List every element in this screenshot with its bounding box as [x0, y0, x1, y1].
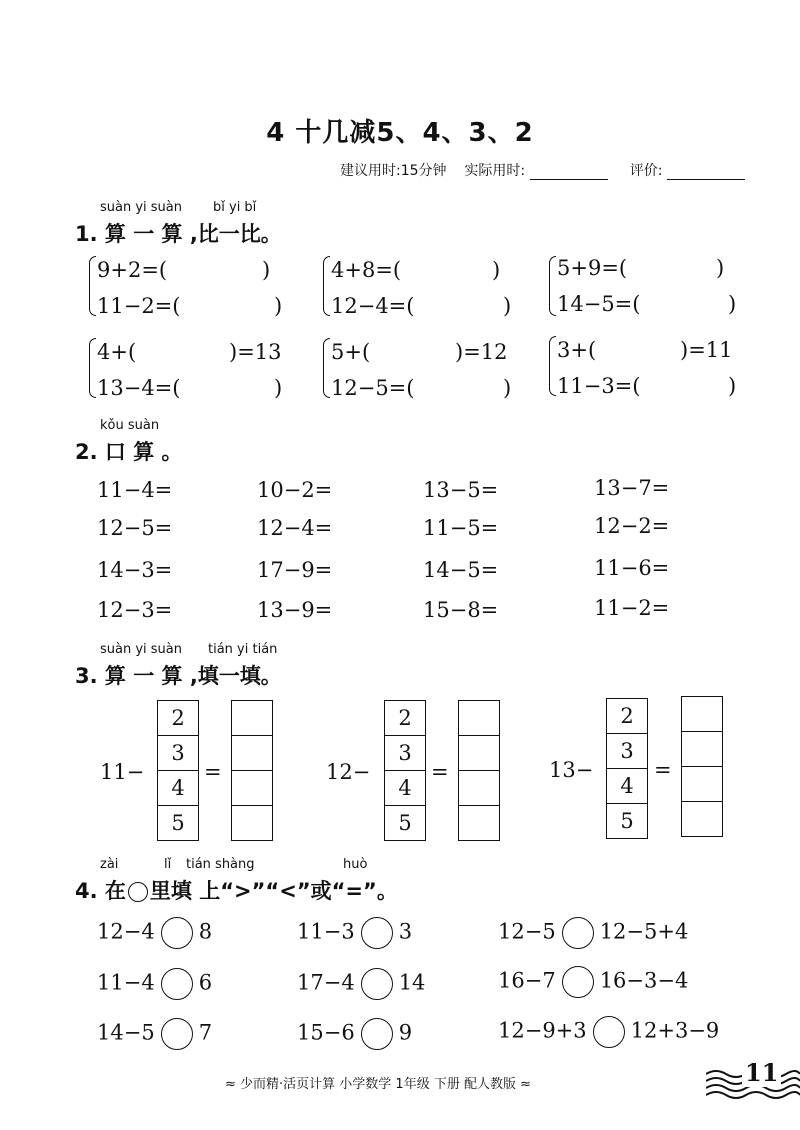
subtrahend-cell: 4 [158, 771, 198, 806]
oral-problem: 13−9= [257, 598, 333, 622]
compare-item [297, 1018, 412, 1050]
subtrahend-cell: 4 [385, 771, 425, 806]
eq-right: ) [716, 256, 725, 280]
equals-sign: = [654, 758, 672, 782]
oral-problem: 12−4= [257, 516, 333, 540]
compare-left: 12−9+3 [498, 1018, 587, 1043]
answer-column[interactable] [231, 700, 273, 841]
q3-pinyin-2: tián yi tián [208, 642, 278, 657]
subtrahend-cell: 5 [620, 809, 634, 833]
eq-left: 11−3=( [557, 374, 641, 398]
eq-right: ) [274, 294, 283, 318]
eq-left: 5+9=( [557, 256, 628, 280]
q3-pinyin-1: suàn yi suàn [100, 642, 183, 657]
eq-right: ) [274, 376, 283, 400]
eq-right: ) [503, 294, 512, 318]
oral-problem: 12−2= [594, 514, 670, 538]
answer-cell[interactable] [459, 701, 499, 736]
answer-cell[interactable] [682, 767, 722, 802]
q1-pinyin-1: suàn yi suàn [100, 200, 183, 215]
circle-icon [128, 882, 148, 902]
q4-pinyin-tianshang: tián shàng [186, 857, 255, 872]
answer-column[interactable] [458, 700, 500, 841]
brace [89, 256, 96, 316]
eq-left: 13−4=( [97, 376, 181, 400]
q4-pinyin-zai: zài [100, 857, 119, 872]
oral-problem: 14−3= [97, 558, 173, 582]
eq-right: )=12 [455, 340, 508, 364]
eq-left: 14−5=( [557, 292, 641, 316]
brace [89, 338, 96, 398]
oral-problem: 11−2= [594, 596, 670, 620]
answer-cell[interactable] [232, 806, 272, 840]
oral-problem: 11−6= [594, 556, 670, 580]
eq-right: ) [728, 374, 737, 398]
q2-title: 2. 口 算 。 [75, 440, 183, 464]
compare-circle[interactable] [593, 1016, 625, 1048]
oral-problem: 15−8= [423, 598, 499, 622]
compare-right: 6 [198, 970, 213, 995]
compare-circle[interactable] [161, 1018, 193, 1050]
compare-left: 11−3 [297, 919, 355, 944]
eq-left: 11−2=( [97, 294, 181, 318]
compare-item [297, 968, 425, 1000]
subtrahend-cell: 5 [171, 811, 185, 835]
compare-circle[interactable] [361, 1018, 393, 1050]
oral-problem: 10−2= [257, 478, 333, 502]
subtrahend-column [157, 700, 199, 841]
subtrahend-column [606, 698, 648, 839]
compare-circle[interactable] [562, 917, 594, 949]
rating-label: 评价: [629, 163, 663, 179]
equals-sign: = [204, 760, 222, 784]
compare-circle[interactable] [562, 966, 594, 998]
brace [549, 256, 556, 316]
oral-problem: 17−9= [257, 558, 333, 582]
oral-problem: 13−5= [423, 478, 499, 502]
eq-left: 3+( [557, 338, 597, 362]
q3-title: 3. 算 一 算 ,填一填。 [75, 664, 282, 688]
q4-pinyin-li: lǐ [164, 857, 172, 872]
compare-item [97, 968, 212, 1000]
page-title: 4 十几减5、4、3、2 [266, 118, 534, 148]
answer-cell[interactable] [232, 771, 272, 806]
subtrahend-cell: 3 [607, 734, 647, 769]
compare-right: 9 [398, 1020, 413, 1045]
minuend: 13− [549, 758, 594, 782]
eq-right: ) [503, 376, 512, 400]
eq-left: 9+2=( [97, 258, 168, 282]
subtrahend-cell: 3 [158, 736, 198, 771]
answer-cell[interactable] [459, 806, 499, 840]
compare-right: 7 [198, 1020, 213, 1045]
eq-right: )=11 [680, 338, 733, 362]
minuend: 12− [326, 760, 371, 784]
answer-cell[interactable] [682, 732, 722, 767]
compare-left: 14−5 [97, 1020, 155, 1045]
q1-title: 1. 算 一 算 ,比一比。 [75, 222, 282, 246]
eq-right: ) [728, 292, 737, 316]
compare-item [498, 1016, 719, 1048]
eq-left: 4+( [97, 340, 137, 364]
oral-problem: 14−5= [423, 558, 499, 582]
eq-right: ) [262, 258, 271, 282]
oral-problem: 12−3= [97, 598, 173, 622]
oral-problem: 12−5= [97, 516, 173, 540]
compare-right: 12+3−9 [630, 1018, 720, 1043]
q4-pinyin-huo: huò [343, 857, 368, 872]
answer-cell[interactable] [232, 701, 272, 736]
brace [549, 336, 556, 396]
answer-column[interactable] [681, 696, 723, 837]
compare-left: 15−6 [297, 1020, 355, 1045]
compare-right: 3 [398, 919, 413, 944]
subtrahend-cell: 5 [398, 811, 412, 835]
brace [323, 256, 330, 316]
compare-circle[interactable] [161, 968, 193, 1000]
suggested-time: 建议用时:15分钟 [340, 163, 447, 179]
brace [323, 338, 330, 398]
q1-pinyin-2: bǐ yi bǐ [213, 200, 257, 215]
eq-right: ) [492, 258, 501, 282]
subtrahend-cell: 2 [385, 701, 425, 736]
oral-problem: 11−5= [423, 516, 499, 540]
compare-item [97, 917, 212, 949]
compare-right: 8 [198, 919, 213, 944]
eq-right: )=13 [229, 340, 282, 364]
compare-circle[interactable] [361, 968, 393, 1000]
compare-item [498, 966, 688, 998]
compare-right: 12−5+4 [599, 919, 689, 944]
compare-circle[interactable] [361, 917, 393, 949]
q4-title [75, 875, 398, 905]
eq-left: 12−4=( [331, 294, 415, 318]
q4-title-post: 里填 上“>”“<”或“=”。 [149, 879, 398, 903]
compare-right: 16−3−4 [599, 968, 689, 993]
minuend: 11− [100, 760, 145, 784]
time-meta [340, 160, 745, 180]
footer-text: ≈ 少而精·活页计算 小学数学 1年级 下册 配人教版 ≈ [225, 1077, 531, 1092]
compare-right: 14 [398, 970, 426, 995]
eq-left: 4+8=( [331, 258, 402, 282]
answer-cell[interactable] [682, 697, 722, 732]
q2-pinyin: kǒu suàn [100, 418, 160, 433]
answer-cell[interactable] [459, 771, 499, 806]
actual-time-blank[interactable] [530, 165, 608, 180]
q4-title-pre: 4. 在 [75, 879, 126, 903]
compare-left: 12−5 [498, 919, 556, 944]
compare-item [97, 1018, 212, 1050]
answer-cell[interactable] [459, 736, 499, 771]
compare-left: 12−4 [97, 919, 155, 944]
equals-sign: = [431, 760, 449, 784]
oral-problem: 13−7= [594, 476, 670, 500]
subtrahend-cell: 2 [158, 701, 198, 736]
compare-left: 11−4 [97, 970, 155, 995]
subtrahend-cell: 2 [607, 699, 647, 734]
oral-problem: 11−4= [97, 478, 173, 502]
subtrahend-column [384, 700, 426, 841]
eq-left: 12−5=( [331, 376, 415, 400]
rating-blank[interactable] [667, 165, 745, 180]
subtrahend-cell: 4 [607, 769, 647, 804]
subtrahend-cell: 3 [385, 736, 425, 771]
page-number: 11 [742, 1058, 781, 1087]
eq-left: 5+( [331, 340, 371, 364]
actual-time-label: 实际用时: [464, 163, 526, 179]
compare-item [297, 917, 412, 949]
answer-cell[interactable] [232, 736, 272, 771]
compare-left: 17−4 [297, 970, 355, 995]
compare-item [498, 917, 688, 949]
answer-cell[interactable] [682, 802, 722, 836]
compare-circle[interactable] [161, 917, 193, 949]
compare-left: 16−7 [498, 968, 556, 993]
